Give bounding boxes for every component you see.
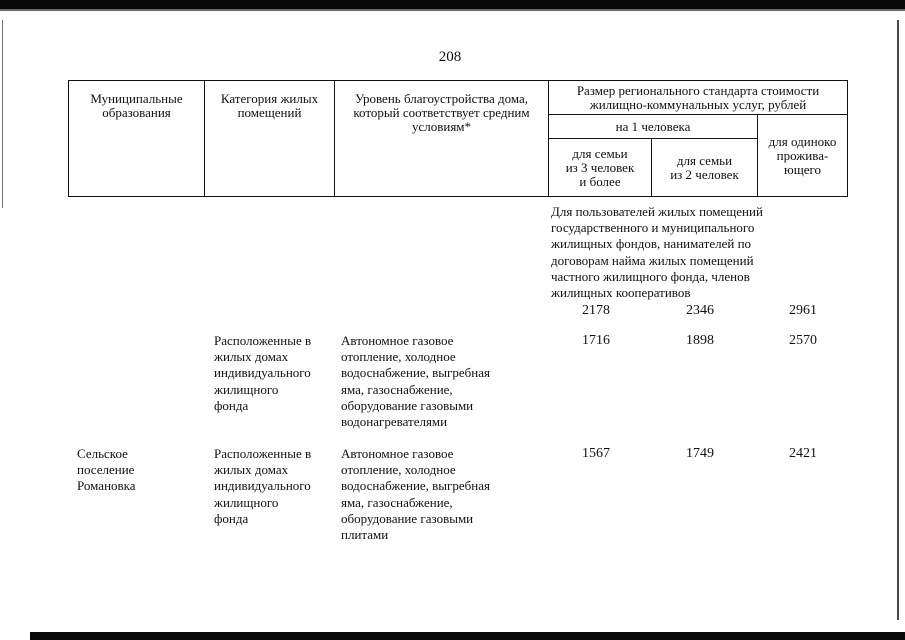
row-2-level-line: яма, газоснабжение, [341, 494, 453, 510]
scan-edge-top-shadow [0, 9, 905, 11]
first-value-family-3: 2178 [582, 303, 610, 318]
header-family-3-line: из 3 человек [565, 159, 635, 175]
row-1-category-line: индивидуального [214, 365, 311, 381]
row-2-value-single: 2421 [789, 446, 817, 461]
row-2-category-line: фонда [214, 510, 249, 526]
header-standard: Размер регионального стандарта стоимости жилищно-коммунальных услуг, рублей [549, 81, 848, 115]
header-family-3-line: и более [579, 173, 621, 189]
header-municipality: Муниципальные образования [69, 81, 205, 197]
header-single-line: для одиноко [768, 133, 837, 149]
row-2-value-family-2: 1749 [686, 446, 714, 461]
header-family-3-line: для семьи [572, 145, 628, 161]
row-1-level-line: оборудование газовыми [341, 397, 474, 413]
scan-edge-left [2, 20, 3, 208]
row-2-category [214, 446, 311, 527]
row-1-level-line: водоснабжение, выгребная [341, 365, 490, 381]
row-1-category-line: фонда [214, 397, 249, 413]
users-note [551, 204, 763, 301]
row-1-category-line: жилищного [214, 381, 279, 397]
header-category: Категория жилых помещений [205, 81, 335, 197]
row-1-value-family-3: 1716 [582, 333, 610, 348]
row-1-level [341, 333, 490, 430]
row-1-value-family-2: 1898 [686, 333, 714, 348]
header-family-2-line: для семьи [676, 152, 733, 168]
row-1-level-line: водонагревателями [341, 414, 448, 430]
row-2-municipality-line: поселение [77, 462, 135, 478]
row-2-level-line: оборудование газовыми [341, 510, 474, 526]
row-2-category-line: индивидуального [214, 478, 311, 494]
row-2-municipality-line: Романовка [77, 478, 136, 494]
row-2-level-line: отопление, холодное [341, 462, 456, 478]
header-single-line: ющего [783, 161, 821, 177]
row-2-level-line: Автономное газовое [341, 446, 454, 461]
header-family-2 [652, 139, 758, 197]
row-1-category-line: жилых домах [214, 349, 289, 365]
scan-edge-right [897, 20, 899, 620]
header-single-line: прожива- [776, 147, 829, 163]
page-number: 208 [438, 49, 462, 65]
row-1-level-line: Автономное газовое [341, 333, 454, 348]
row-2-category-line: Расположенные в [214, 446, 312, 461]
users-note-line: частного жилищного фонда, членов [551, 268, 750, 284]
users-note-line: договорам найма жилых помещений [551, 252, 754, 268]
row-2-value-family-3: 1567 [582, 446, 610, 461]
users-note-line: жилищных кооперативов [551, 285, 691, 301]
table-header [68, 80, 848, 197]
users-note-line: жилищных фондов, нанимателей по [551, 236, 752, 252]
users-note-line: Для пользователей жилых помещений [551, 204, 763, 219]
header-single [758, 115, 848, 197]
row-2-level-line: водоснабжение, выгребная [341, 478, 490, 494]
row-1-value-single: 2570 [789, 333, 817, 348]
row-2-level-line: плитами [341, 527, 389, 543]
row-2-category-line: жилых домах [214, 462, 289, 478]
users-note-line: государственного и муниципального [551, 220, 755, 236]
first-value-single: 2961 [789, 303, 817, 318]
header-family-2-line: из 2 человек [670, 166, 739, 182]
row-1-level-line: яма, газоснабжение, [341, 381, 453, 397]
row-2-category-line: жилищного [214, 494, 279, 510]
scan-edge-bottom [30, 632, 905, 640]
row-1-category-line: Расположенные в [214, 333, 312, 348]
row-2-level [341, 446, 490, 543]
header-level: Уровень благоустройства дома, который соответствует средним условиям* [335, 81, 549, 197]
scan-edge-top [0, 0, 905, 9]
header-per-person: на 1 человека [549, 115, 758, 139]
row-2-municipality [77, 446, 136, 495]
row-1-category [214, 333, 311, 414]
header-family-3 [549, 139, 652, 197]
first-value-family-2: 2346 [686, 303, 714, 318]
row-1-level-line: отопление, холодное [341, 349, 456, 365]
row-2-municipality-line: Сельское [77, 446, 128, 461]
